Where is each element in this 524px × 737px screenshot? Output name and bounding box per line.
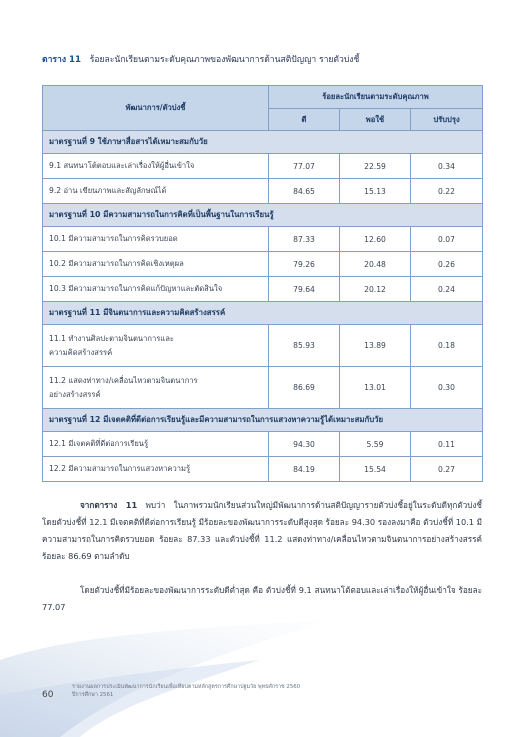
value-good: 84.19 [269,457,340,482]
indicator-label: 12.1 มีเจตคติที่ดีต่อการเรียนรู้ [49,439,149,448]
value-improve: 0.18 [411,325,483,367]
value-fair: 5.59 [340,432,411,457]
footer-line-2: ปีการศึกษา 2561 [72,692,114,698]
value-improve: 0.11 [411,432,483,457]
table-row [43,154,483,179]
value-fair: 15.54 [340,457,411,482]
value-improve: 0.26 [411,252,483,277]
indicator-label: 9.2 อ่าน เขียนภาพและสัญลักษณ์ได้ [49,186,167,195]
value-good: 84.65 [269,179,340,204]
table-row [43,252,483,277]
value-improve: 0.22 [411,179,483,204]
caption-text: ร้อยละนักเรียนตามระดับคุณภาพของพัฒนาการด้านสติปัญญา รายตัวบ่งชี้ [89,55,360,65]
section-row [43,131,483,154]
value-good: 79.64 [269,277,340,302]
indicator-table [42,85,483,482]
caption-label: ตาราง 11 [42,55,81,65]
value-improve: 0.30 [411,367,483,409]
header-improve: ปรับปรุง [411,109,483,131]
header-fair: พอใช้ [340,109,411,131]
value-fair: 20.48 [340,252,411,277]
header-indicator: พัฒนาการ/ตัวบ่งชี้ [43,86,269,131]
summary-paragraph-1 [42,497,482,565]
indicator-label: 11.2 แสดงท่าทาง/เคลื่อนไหวตามจินตนาการ [49,375,198,385]
table-caption [42,53,482,67]
value-good: 85.93 [269,325,340,367]
section-title: มาตรฐานที่ 11 มีจินตนาการและความคิดสร้างสรรค์ [43,302,483,325]
footer-line-1: รายงานผลการประเมินพัฒนาการนักเรียนเพื่อเทียบตามหลักสูตรการศึกษาปฐมวัย พุทธศักราช 2560 [72,684,301,690]
value-fair: 12.60 [340,227,411,252]
indicator-cell [43,154,269,179]
value-fair: 13.01 [340,367,411,409]
section-title: มาตรฐานที่ 10 มีความสามารถในการคิดที่เป็นพื้นฐานในการเรียนรู้ [43,204,483,227]
indicator-cell [43,367,269,409]
indicator-cell [43,179,269,204]
value-improve: 0.34 [411,154,483,179]
indicator-label: 11.1 ทำงานศิลปะตามจินตนาการและ [49,333,174,343]
indicator-cell [43,432,269,457]
indicator-label: 10.2 มีความสามารถในการคิดเชิงเหตุผล [49,259,184,268]
header-good: ดี [269,109,340,131]
value-fair: 22.59 [340,154,411,179]
value-fair: 15.13 [340,179,411,204]
value-improve: 0.27 [411,457,483,482]
table-row [43,227,483,252]
section-title: มาตรฐานที่ 12 มีเจตคติที่ดีต่อการเรียนรู้และมีความสามารถในการแสวงหาความรู้ได้เหมาะสมกับวัย [43,409,483,432]
value-good: 77.07 [269,154,340,179]
value-fair: 13.89 [340,325,411,367]
indicator-label: 10.3 มีความสามารถในการคิดแก้ปัญหาและตัดสินใจ [49,284,223,293]
indicator-cell [43,227,269,252]
section-row [43,204,483,227]
indicator-cell [43,252,269,277]
value-good: 94.30 [269,432,340,457]
indicator-label: 12.2 มีความสามารถในการแสวงหาความรู้ [49,464,191,473]
indicator-label: 9.1 สนทนาโต้ตอบและเล่าเรื่องให้ผู้อื่นเข้าใจ [49,161,195,170]
indicator-cell [43,325,269,367]
indicator-label-cont: ความคิดสร้างสรรค์ [49,347,113,357]
summary-body: พบว่า ในภาพรวมนักเรียนส่วนใหญ่มีพัฒนาการด้านสติปัญญารายตัวบ่งชี้อยู่ในระดับดีทุกตัวบ่งชี้ โดยตัวบ่งชี้ที่ 12.1 มีเจตคติที่ดีต่อการเรียนรู้ มีร้อยละของพัฒนาการระดับดีสูงสุด ร้อยละ 94.30 รองลงมาคือ ตัวบ่งชี้ที่ 10.1 มีความสามารถในการคิดรวบยอด ร้อยละ 87.33 และตัวบ่งชี้ที่ 11.2 แสดงท่าทาง/เคลื่อนไหวตามจินตนาการอย่างสร้างสรรค์ ร้อยละ 86.69 ตามลำดับ [42,500,482,561]
value-fair: 20.12 [340,277,411,302]
value-improve: 0.07 [411,227,483,252]
value-good: 87.33 [269,227,340,252]
value-good: 86.69 [269,367,340,409]
table-row [43,432,483,457]
indicator-cell [43,457,269,482]
indicator-cell [43,277,269,302]
footer-report-title [72,683,372,699]
value-good: 79.26 [269,252,340,277]
table-row [43,457,483,482]
summary-paragraph-2: โดยตัวบ่งชี้ที่มีร้อยละของพัฒนาการระดับดีต่ำสุด คือ ตัวบ่งชี้ที่ 9.1 สนทนาโต้ตอบและเล่าเรื่องให้ผู้อื่นเข้าใจ ร้อยละ 77.07 [42,585,482,612]
indicator-label-cont: อย่างสร้างสรรค์ [49,389,101,399]
page-number: 60 [42,690,54,700]
table-row [43,277,483,302]
footer-swoosh-decoration [0,600,330,737]
table-row [43,325,483,367]
value-improve: 0.24 [411,277,483,302]
table-row [43,367,483,409]
header-percent-group: ร้อยละนักเรียนตามระดับคุณภาพ [269,86,483,109]
indicator-label: 10.1 มีความสามารถในการคิดรวบยอด [49,234,178,243]
summary-lead: จากตาราง 11 [80,500,138,510]
section-row [43,302,483,325]
table-row [43,179,483,204]
section-title: มาตรฐานที่ 9 ใช้ภาษาสื่อสารได้เหมาะสมกับวัย [43,131,483,154]
section-row [43,409,483,432]
